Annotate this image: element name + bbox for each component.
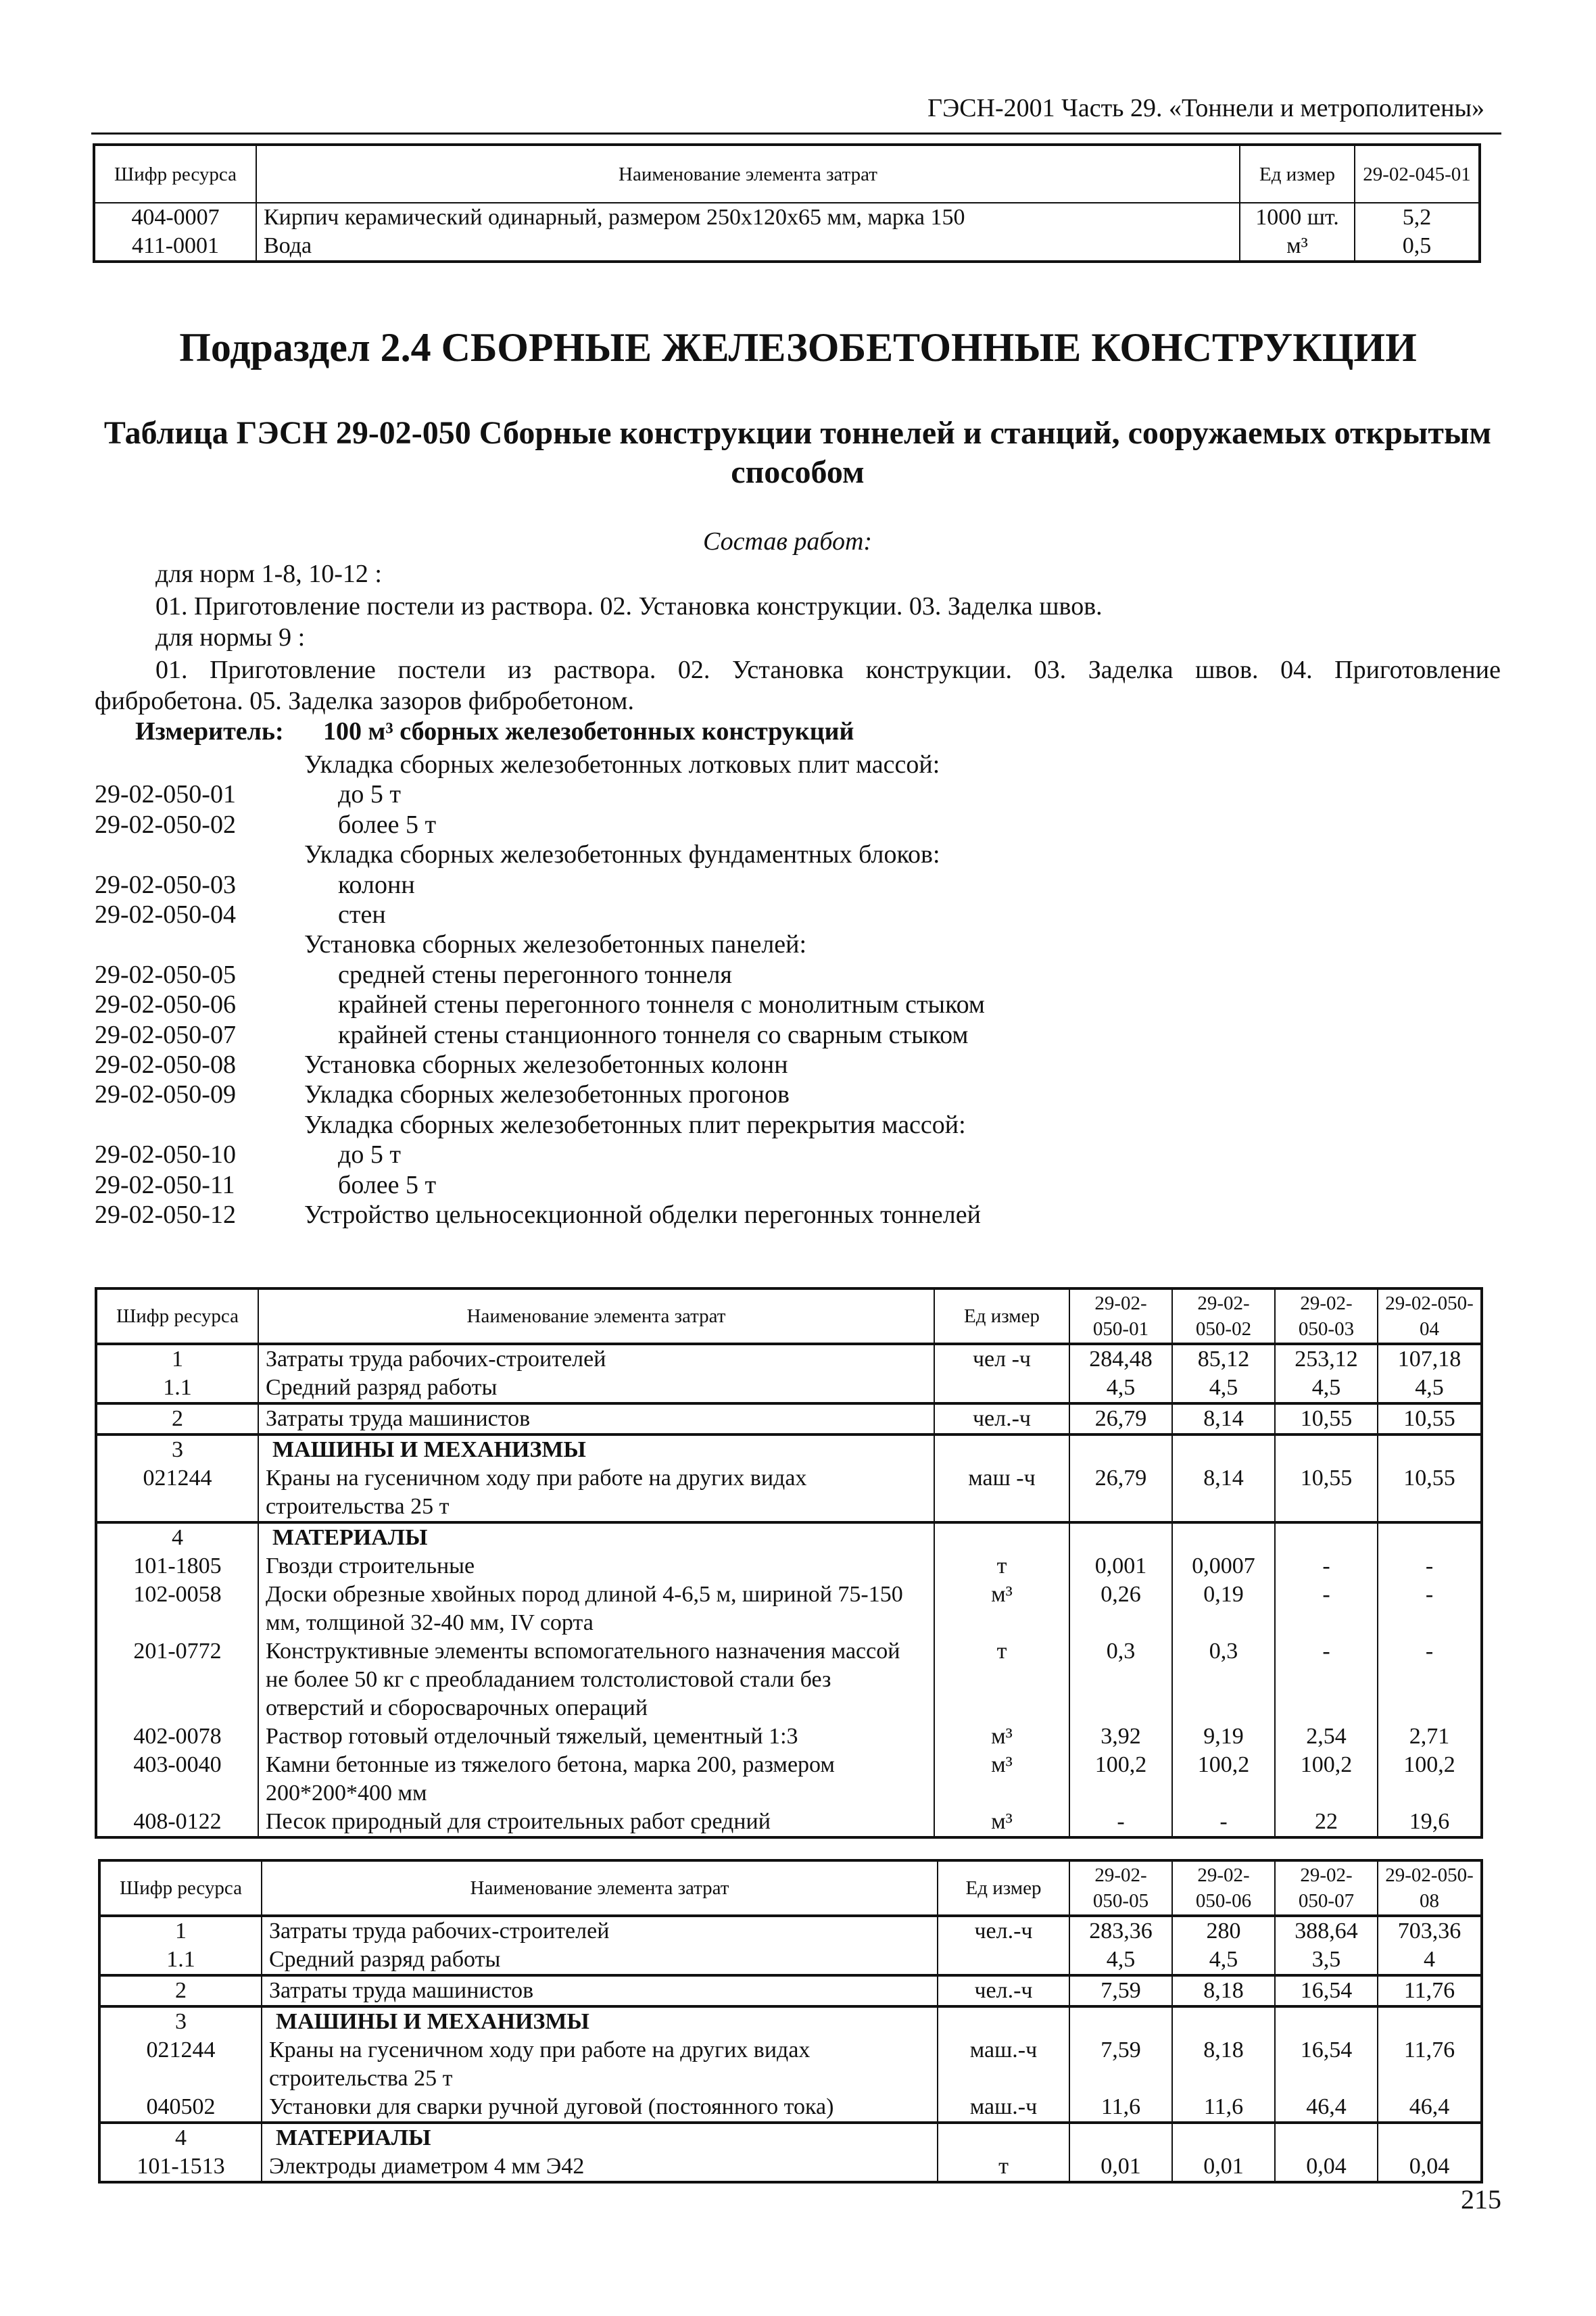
resource-name: Камни бетонные из тяжелого бетона, марка 200, размером 200*200*400 мм xyxy=(258,1751,934,1808)
norm-item xyxy=(95,869,1447,900)
norm-value: 4,5 xyxy=(1069,1374,1172,1403)
resource-code: 1.1 xyxy=(96,1374,258,1403)
norm-item xyxy=(95,959,1447,990)
works-desc-2b: фибробетона. 05. Заделка зазоров фибробетоном. xyxy=(95,687,634,715)
resource-unit: м³ xyxy=(934,1722,1069,1751)
table-row xyxy=(94,232,1480,262)
norm-value: 100,2 xyxy=(1172,1751,1275,1808)
col-header-norm: 29-02-050-02 xyxy=(1172,1288,1275,1344)
norm-text: стен xyxy=(338,900,386,929)
resource-code: 1 xyxy=(99,1916,262,1946)
resource-name: Гвозди строительные xyxy=(258,1552,934,1581)
norm-item xyxy=(95,1109,1447,1140)
norm-code: 29-02-050-06 xyxy=(95,990,236,1019)
norm-value xyxy=(1378,2006,1482,2036)
norm-value xyxy=(1172,1522,1275,1552)
resource-code: 411-0001 xyxy=(94,232,256,262)
norm-value: 0,26 xyxy=(1069,1581,1172,1637)
resource-name: Электроды диаметром 4 мм Э42 xyxy=(262,2152,938,2182)
norm-value: - xyxy=(1378,1581,1482,1637)
subsection-title: Подраздел 2.4 СБОРНЫЕ ЖЕЛЕЗОБЕТОННЫЕ КОНСТРУКЦИИ xyxy=(179,325,1417,370)
norm-value xyxy=(1378,1522,1482,1552)
norm-text: средней стены перегонного тоннеля xyxy=(338,961,732,989)
table-row xyxy=(96,1751,1482,1808)
resource-name: Затраты труда рабочих-строителей xyxy=(258,1344,934,1374)
resource-unit: чел.-ч xyxy=(934,1403,1069,1434)
resource-unit xyxy=(934,1434,1069,1464)
norm-value: 0,04 xyxy=(1378,2152,1482,2182)
norm-value: 26,79 xyxy=(1069,1464,1172,1522)
resource-name: Затраты труда машинистов xyxy=(262,1975,938,2006)
norm-item xyxy=(95,749,1447,780)
running-header: ГЭСН-2001 Часть 29. «Тоннели и метрополитены» xyxy=(927,94,1484,122)
norm-text: Устройство цельносекционной обделки перегонных тоннелей xyxy=(304,1201,981,1229)
col-header-unit: Ед измер xyxy=(1240,145,1355,203)
norm-value: 8,14 xyxy=(1172,1464,1275,1522)
resource-code: 040502 xyxy=(99,2093,262,2123)
resource-name: Конструктивные элементы вспомогательного назначения массой не более 50 кг с преобладанием толстолистовой стали без отверстий и сборосварочных операций xyxy=(258,1637,934,1722)
table-row xyxy=(96,1722,1482,1751)
resource-code: 021244 xyxy=(99,2036,262,2093)
norm-value: 10,55 xyxy=(1275,1464,1378,1522)
norm-value: 0,0007 xyxy=(1172,1552,1275,1581)
norm-value: 7,59 xyxy=(1069,2036,1172,2093)
norm-value: 3,92 xyxy=(1069,1722,1172,1751)
norm-text: Укладка сборных железобетонных фундаментных блоков: xyxy=(304,840,940,869)
table-row xyxy=(96,1344,1482,1374)
norm-value xyxy=(1172,1434,1275,1464)
norm-item xyxy=(95,929,1447,960)
norm-value: 100,2 xyxy=(1378,1751,1482,1808)
norm-value: 0,001 xyxy=(1069,1552,1172,1581)
norm-value xyxy=(1275,1522,1378,1552)
norm-item xyxy=(95,779,1447,810)
resource-code: 1.1 xyxy=(99,1946,262,1975)
resource-code: 4 xyxy=(96,1522,258,1552)
resource-unit: чел.-ч xyxy=(938,1975,1069,2006)
page-number: 215 xyxy=(1461,2184,1501,2215)
resource-unit xyxy=(934,1522,1069,1552)
resource-name: Краны на гусеничном ходу при работе на других видах строительства 25 т xyxy=(262,2036,938,2093)
table-row xyxy=(99,1975,1482,2006)
resource-code: 403-0040 xyxy=(96,1751,258,1808)
resource-unit xyxy=(934,1374,1069,1403)
norm-value: 4,5 xyxy=(1275,1374,1378,1403)
resource-name: Вода xyxy=(256,232,1240,262)
resource-name: Раствор готовый отделочный тяжелый, цементный 1:3 xyxy=(258,1722,934,1751)
norm-text: Укладка сборных железобетонных прогонов xyxy=(304,1080,790,1109)
section-row xyxy=(96,1434,1482,1464)
resource-unit: маш.-ч xyxy=(938,2093,1069,2123)
norm-value: 4,5 xyxy=(1172,1374,1275,1403)
resource-value: 5,2 xyxy=(1355,203,1480,232)
norm-value xyxy=(1172,2123,1275,2152)
resource-name: Кирпич керамический одинарный, размером 250x120x65 мм, марка 150 xyxy=(256,203,1240,232)
resource-unit: маш.-ч xyxy=(938,2036,1069,2093)
norm-value: 100,2 xyxy=(1069,1751,1172,1808)
col-header-norm: 29-02-050-01 xyxy=(1069,1288,1172,1344)
works-norms-1: для норм 1-8, 10-12 : xyxy=(155,560,382,588)
resource-value: 0,5 xyxy=(1355,232,1480,262)
norm-value: 8,14 xyxy=(1172,1403,1275,1434)
table-row xyxy=(99,2152,1482,2182)
norm-text: крайней стены перегонного тоннеля с монолитным стыком xyxy=(338,990,985,1019)
resource-name: Средний разряд работы xyxy=(258,1374,934,1403)
norm-value: 7,59 xyxy=(1069,1975,1172,2006)
norm-text: более 5 т xyxy=(338,1171,437,1199)
col-header-norm: 29-02-050-05 xyxy=(1069,1860,1172,1916)
norm-value: 2,54 xyxy=(1275,1722,1378,1751)
col-header-unit: Ед измер xyxy=(938,1860,1069,1916)
norm-item xyxy=(95,1169,1447,1201)
works-norms-2: для нормы 9 : xyxy=(155,623,306,652)
norm-value: 8,18 xyxy=(1172,1975,1275,2006)
norm-code: 29-02-050-04 xyxy=(95,900,236,929)
norm-value: - xyxy=(1275,1637,1378,1722)
norm-value: 11,6 xyxy=(1172,2093,1275,2123)
norm-value: 46,4 xyxy=(1378,2093,1482,2123)
resource-code: 404-0007 xyxy=(94,203,256,232)
resource-unit: м³ xyxy=(1240,232,1355,262)
table-row xyxy=(99,1946,1482,1975)
norm-item xyxy=(95,839,1447,870)
norm-item xyxy=(95,1049,1447,1080)
resource-unit: м³ xyxy=(934,1751,1069,1808)
norm-code: 29-02-050-08 xyxy=(95,1051,236,1079)
resource-code: 2 xyxy=(96,1403,258,1434)
section-row xyxy=(99,2123,1482,2152)
resource-name: Средний разряд работы xyxy=(262,1946,938,1975)
norm-value: 0,04 xyxy=(1275,2152,1378,2182)
norm-value: 11,76 xyxy=(1378,2036,1482,2093)
works-desc-1: 01. Приготовление постели из раствора. 02. Установка конструкции. 03. Заделка швов. xyxy=(155,592,1103,621)
norm-code: 29-02-050-05 xyxy=(95,961,236,989)
norm-value: 388,64 xyxy=(1275,1916,1378,1946)
norm-value: 253,12 xyxy=(1275,1344,1378,1374)
table-row xyxy=(96,1581,1482,1637)
resource-unit: чел -ч xyxy=(934,1344,1069,1374)
norm-value: 0,19 xyxy=(1172,1581,1275,1637)
section-title: МАШИНЫ И МЕХАНИЗМЫ xyxy=(258,1434,934,1464)
norm-value: 8,18 xyxy=(1172,2036,1275,2093)
norm-code: 29-02-050-10 xyxy=(95,1140,236,1169)
norm-code: 29-02-050-11 xyxy=(95,1171,235,1199)
works-heading: Состав работ: xyxy=(703,527,873,556)
table-row xyxy=(96,1637,1482,1722)
norm-value: 4,5 xyxy=(1378,1374,1482,1403)
resource-code: 021244 xyxy=(96,1464,258,1522)
col-header-code: Шифр ресурса xyxy=(99,1860,262,1916)
meter-value: 100 м³ сборных железобетонных конструкций xyxy=(323,717,854,746)
resource-unit: м³ xyxy=(934,1581,1069,1637)
table-row xyxy=(94,203,1480,232)
resource-unit: маш -ч xyxy=(934,1464,1069,1522)
section-row xyxy=(99,2006,1482,2036)
norm-value: 0,3 xyxy=(1069,1637,1172,1722)
resource-code: 402-0078 xyxy=(96,1722,258,1751)
norm-value xyxy=(1275,2123,1378,2152)
col-header-code: Шифр ресурса xyxy=(94,145,256,203)
norm-value: 0,01 xyxy=(1172,2152,1275,2182)
resource-code: 101-1513 xyxy=(99,2152,262,2182)
resource-unit: т xyxy=(934,1637,1069,1722)
norm-value: 280 xyxy=(1172,1916,1275,1946)
norm-value: - xyxy=(1275,1552,1378,1581)
norm-text: Укладка сборных железобетонных лотковых плит массой: xyxy=(304,750,940,779)
section-title: МАТЕРИАЛЫ xyxy=(262,2123,938,2152)
norm-value: 85,12 xyxy=(1172,1344,1275,1374)
table-row xyxy=(96,1808,1482,1837)
norm-item xyxy=(95,1019,1447,1051)
col-header-code: Шифр ресурса xyxy=(96,1288,258,1344)
norm-value: 2,71 xyxy=(1378,1722,1482,1751)
norm-value: 22 xyxy=(1275,1808,1378,1837)
norm-value: - xyxy=(1378,1552,1482,1581)
norm-code: 29-02-050-07 xyxy=(95,1021,236,1049)
norm-value xyxy=(1069,1522,1172,1552)
resource-unit: 1000 шт. xyxy=(1240,203,1355,232)
col-header-name: Наименование элемента затрат xyxy=(258,1288,934,1344)
resource-code: 102-0058 xyxy=(96,1581,258,1637)
col-header-norm: 29-02-050-04 xyxy=(1378,1288,1482,1344)
resource-name: Установки для сварки ручной дуговой (постоянного тока) xyxy=(262,2093,938,2123)
norm-code: 29-02-050-02 xyxy=(95,811,236,839)
meter-label: Измеритель: xyxy=(135,717,284,746)
norm-value: 10,55 xyxy=(1378,1403,1482,1434)
resource-code: 3 xyxy=(96,1434,258,1464)
resource-unit: чел.-ч xyxy=(938,1916,1069,1946)
norm-text: колонн xyxy=(338,871,415,899)
norm-value: - xyxy=(1172,1808,1275,1837)
norm-value: 26,79 xyxy=(1069,1403,1172,1434)
resource-code: 408-0122 xyxy=(96,1808,258,1837)
norm-text: Укладка сборных железобетонных плит перекрытия массой: xyxy=(304,1111,966,1139)
norm-item xyxy=(95,809,1447,840)
norm-value: 16,54 xyxy=(1275,1975,1378,2006)
resource-name: Песок природный для строительных работ средний xyxy=(258,1808,934,1837)
resource-unit xyxy=(938,1946,1069,1975)
norm-value: - xyxy=(1378,1637,1482,1722)
col-header-unit: Ед измер xyxy=(934,1288,1069,1344)
norm-value: 46,4 xyxy=(1275,2093,1378,2123)
norm-value xyxy=(1275,2006,1378,2036)
norm-text: до 5 т xyxy=(338,780,401,809)
norm-item xyxy=(95,1139,1447,1170)
col-header-name: Наименование элемента затрат xyxy=(262,1860,938,1916)
norm-value: 9,19 xyxy=(1172,1722,1275,1751)
table-row xyxy=(96,1403,1482,1434)
resource-unit: т xyxy=(938,2152,1069,2182)
resource-code: 2 xyxy=(99,1975,262,2006)
norm-value: 19,6 xyxy=(1378,1808,1482,1837)
col-header-norm: 29-02-050-06 xyxy=(1172,1860,1275,1916)
norm-text: до 5 т xyxy=(338,1140,401,1169)
norm-value: 100,2 xyxy=(1275,1751,1378,1808)
top-table xyxy=(93,143,1481,263)
resource-code: 101-1805 xyxy=(96,1552,258,1581)
resource-unit: т xyxy=(934,1552,1069,1581)
norm-value: 11,6 xyxy=(1069,2093,1172,2123)
norm-text: Установка сборных железобетонных панелей: xyxy=(304,930,807,959)
norm-value: 16,54 xyxy=(1275,2036,1378,2093)
col-header-norm: 29-02-050-03 xyxy=(1275,1288,1378,1344)
resource-name: Затраты труда рабочих-строителей xyxy=(262,1916,938,1946)
norm-value: 284,48 xyxy=(1069,1344,1172,1374)
norm-value: 283,36 xyxy=(1069,1916,1172,1946)
table-row xyxy=(96,1552,1482,1581)
norm-code: 29-02-050-09 xyxy=(95,1080,236,1109)
works-desc-2a: 01. Приготовление постели из раствора. 02. Установка конструкции. 03. Заделка швов. 04. Приготовление xyxy=(155,656,1501,684)
norm-value xyxy=(1378,1434,1482,1464)
norm-value: 4 xyxy=(1378,1946,1482,1975)
table-row xyxy=(96,1464,1482,1522)
table-row xyxy=(99,2036,1482,2093)
section-title: МАТЕРИАЛЫ xyxy=(258,1522,934,1552)
col-header-name: Наименование элемента затрат xyxy=(256,145,1240,203)
norm-value: - xyxy=(1275,1581,1378,1637)
resource-name: Краны на гусеничном ходу при работе на других видах строительства 25 т xyxy=(258,1464,934,1522)
col-header-norm: 29-02-050-07 xyxy=(1275,1860,1378,1916)
norm-item xyxy=(95,1079,1447,1110)
resource-name: Доски обрезные хвойных пород длиной 4-6,5 м, шириной 75-150 мм, толщиной 32-40 мм, IV сорта xyxy=(258,1581,934,1637)
norm-value xyxy=(1275,1434,1378,1464)
norm-value: 107,18 xyxy=(1378,1344,1482,1374)
resource-name: Затраты труда машинистов xyxy=(258,1403,934,1434)
norm-value: - xyxy=(1069,1808,1172,1837)
resource-unit xyxy=(938,2123,1069,2152)
header-rule xyxy=(91,132,1501,135)
section-row xyxy=(96,1522,1482,1552)
norm-value: 11,76 xyxy=(1378,1975,1482,2006)
resource-code: 4 xyxy=(99,2123,262,2152)
norm-item xyxy=(95,989,1447,1020)
norm-text: Установка сборных железобетонных колонн xyxy=(304,1051,788,1079)
resources-table-1 xyxy=(95,1287,1483,1839)
norm-value: 10,55 xyxy=(1275,1403,1378,1434)
norm-code: 29-02-050-03 xyxy=(95,871,236,899)
norm-value: 4,5 xyxy=(1069,1946,1172,1975)
norm-value: 0,01 xyxy=(1069,2152,1172,2182)
norm-value: 3,5 xyxy=(1275,1946,1378,1975)
norm-code: 29-02-050-12 xyxy=(95,1201,236,1229)
norm-value xyxy=(1069,2006,1172,2036)
norm-item xyxy=(95,1199,1447,1230)
col-header-norm: 29-02-050-08 xyxy=(1378,1860,1482,1916)
norm-value: 0,3 xyxy=(1172,1637,1275,1722)
resource-code: 1 xyxy=(96,1344,258,1374)
table-row xyxy=(96,1374,1482,1403)
norm-value xyxy=(1069,1434,1172,1464)
norm-text: более 5 т xyxy=(338,811,437,839)
col-header-norm: 29-02-045-01 xyxy=(1355,145,1480,203)
table-row xyxy=(99,2093,1482,2123)
norm-text: крайней стены станционного тоннеля со сварным стыком xyxy=(338,1021,969,1049)
resource-code: 3 xyxy=(99,2006,262,2036)
resources-table-2 xyxy=(98,1859,1483,2184)
norm-code: 29-02-050-01 xyxy=(95,780,236,809)
norm-value: 703,36 xyxy=(1378,1916,1482,1946)
table-row xyxy=(99,1916,1482,1946)
norm-value xyxy=(1172,2006,1275,2036)
norm-item xyxy=(95,899,1447,930)
norm-value xyxy=(1378,2123,1482,2152)
norm-value xyxy=(1069,2123,1172,2152)
resource-unit xyxy=(938,2006,1069,2036)
norm-value: 4,5 xyxy=(1172,1946,1275,1975)
norm-value: 10,55 xyxy=(1378,1464,1482,1522)
resource-code: 201-0772 xyxy=(96,1637,258,1722)
table-title: Таблица ГЭСН 29-02-050 Сборные конструкции тоннелей и станций, сооружаемых открытым способом xyxy=(103,415,1492,490)
section-title: МАШИНЫ И МЕХАНИЗМЫ xyxy=(262,2006,938,2036)
resource-unit: м³ xyxy=(934,1808,1069,1837)
